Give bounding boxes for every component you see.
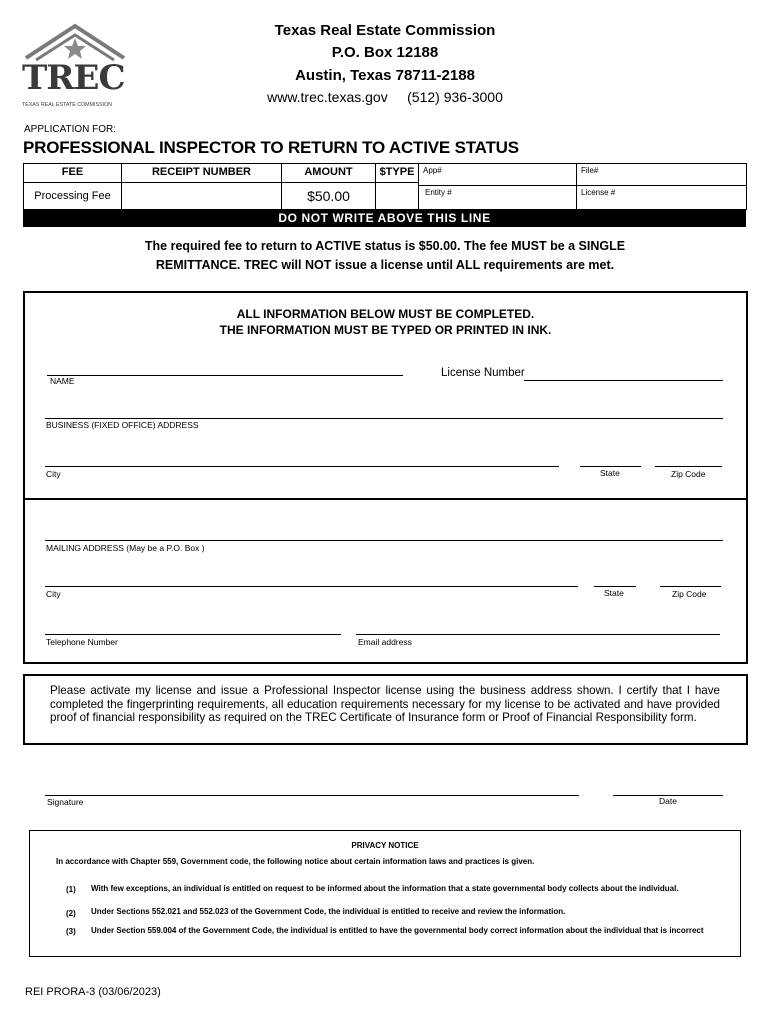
- mailing-address-label: MAILING ADDRESS (May be a P.O. Box ): [46, 543, 205, 553]
- form-number: REI PRORA-3 (03/06/2023): [25, 986, 161, 998]
- mailing-zip-label: Zip Code: [672, 589, 707, 599]
- city-state: Austin, Texas 78711-2188: [295, 67, 475, 84]
- name-label: NAME: [50, 376, 75, 386]
- mailing-city-input-line[interactable]: [45, 586, 578, 587]
- fee-note-line-1: The required fee to return to ACTIVE status is $50.00. The fee MUST be a SINGLE: [144, 239, 626, 253]
- mailing-city-label: City: [46, 589, 61, 599]
- amount-header: AMOUNT: [281, 163, 376, 183]
- business-city-input-line[interactable]: [45, 466, 559, 467]
- email-input-line[interactable]: [356, 634, 720, 635]
- signature-label: Signature: [47, 797, 84, 807]
- email-label: Email address: [358, 637, 412, 647]
- certification-text: Please activate my license and issue a Professional Inspector license using the business address shown. I certify that I have completed the fingerprinting requirements, all education requirements necessary for my license to be activated and have provided proof of financial responsibility as required on the TREC Certificate of Insurance form or Proof of Financial Responsibility form.: [50, 684, 720, 724]
- business-city-label: City: [46, 469, 61, 479]
- mailing-state-input-line[interactable]: [594, 586, 636, 587]
- fee-note-line-2: REMITTANCE. TREC will NOT issue a license until ALL requirements are met.: [155, 258, 615, 272]
- privacy-item-number: (2): [66, 909, 76, 918]
- entity-number-field[interactable]: Entity #: [418, 185, 577, 210]
- privacy-item-number: (3): [66, 927, 76, 936]
- logo-subtext: TEXAS REAL ESTATE COMMISSION: [22, 102, 112, 108]
- file-number-field[interactable]: File#: [576, 163, 747, 186]
- trec-logo: [22, 22, 128, 112]
- web-phone: www.trec.texas.gov (512) 936-3000: [267, 89, 503, 105]
- privacy-intro: In accordance with Chapter 559, Government code, the following notice about certain information laws and practices is given.: [56, 857, 535, 866]
- mailing-state-label: State: [604, 588, 624, 598]
- application-for-label: APPLICATION FOR:: [24, 124, 117, 135]
- business-zip-input-line[interactable]: [655, 466, 722, 467]
- amount-value: $50.00: [281, 182, 376, 210]
- fee-header: FEE: [23, 163, 122, 183]
- business-state-label: State: [600, 468, 620, 478]
- org-name: Texas Real Estate Commission: [274, 22, 496, 39]
- type-field[interactable]: [375, 182, 419, 210]
- processing-fee-label: Processing Fee: [23, 182, 122, 210]
- privacy-item-text: Under Sections 552.021 and 552.023 of the Government Code, the individual is entitled to receive and review the information.: [91, 907, 566, 916]
- form-title: PROFESSIONAL INSPECTOR TO RETURN TO ACTIVE STATUS: [23, 138, 519, 157]
- info-instruction-2: THE INFORMATION MUST BE TYPED OR PRINTED IN INK.: [219, 323, 552, 337]
- telephone-label: Telephone Number: [46, 637, 118, 647]
- info-instruction-1: ALL INFORMATION BELOW MUST BE COMPLETED.: [236, 307, 535, 321]
- app-number-field[interactable]: App#: [418, 163, 577, 186]
- date-label: Date: [659, 796, 677, 806]
- name-input-line[interactable]: [47, 375, 403, 376]
- privacy-item-number: (1): [66, 885, 76, 894]
- business-address-input-line[interactable]: [45, 418, 723, 419]
- privacy-item-text: With few exceptions, an individual is entitled on request to be informed about the information that a state governmental body collects about the individual.: [91, 884, 679, 893]
- po-box: P.O. Box 12188: [331, 44, 439, 61]
- business-address-label: BUSINESS (FIXED OFFICE) ADDRESS: [46, 420, 199, 430]
- type-header: $TYPE: [375, 163, 419, 183]
- logo-wordmark: TREC: [22, 58, 125, 98]
- telephone-input-line[interactable]: [45, 634, 341, 635]
- signature-input-line[interactable]: [45, 795, 579, 796]
- license-number-input-line[interactable]: [524, 380, 723, 381]
- privacy-title: PRIVACY NOTICE: [351, 841, 419, 850]
- mailing-address-input-line[interactable]: [45, 540, 723, 541]
- privacy-item-text: Under Section 559.004 of the Government Code, the individual is entitled to have the governmental body correct information about the individual that is incorrect: [91, 926, 704, 935]
- receipt-number-field[interactable]: [121, 182, 282, 210]
- business-zip-label: Zip Code: [671, 469, 706, 479]
- license-number-label: License Number: [441, 367, 525, 379]
- business-state-input-line[interactable]: [580, 466, 641, 467]
- license-number-field-office[interactable]: License #: [576, 185, 747, 210]
- do-not-write-banner: DO NOT WRITE ABOVE THIS LINE: [23, 210, 746, 227]
- mailing-zip-input-line[interactable]: [660, 586, 721, 587]
- receipt-number-header: RECEIPT NUMBER: [121, 163, 282, 183]
